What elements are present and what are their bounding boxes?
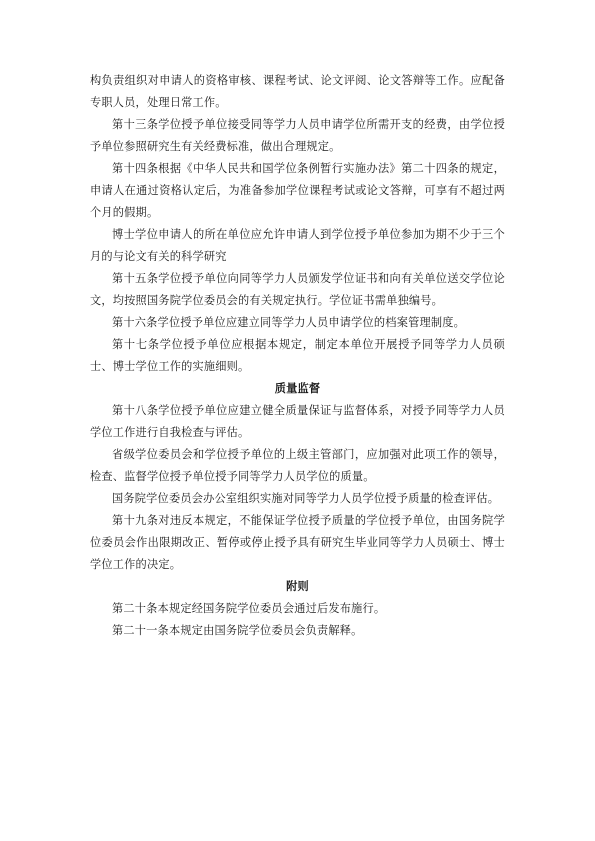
paragraph-doctoral-research: 博士学位申请人的所在单位应允许申请人到学位授予单位参加为期不少于三个月的与论文有关的科学研究: [90, 228, 505, 263]
section-part3: [90, 598, 505, 642]
paragraph-article-18: 第十八条学位授予单位应建立健全质量保证与监督体系，对授予同等学力人员学位工作进行自我检查与评估。: [90, 404, 505, 439]
paragraph-article-17: 第十七条学位授予单位应根据本规定，制定本单位开展授予同等学力人员硕士、博士学位工作的实施细则。: [90, 338, 505, 373]
paragraph-office-evaluation: 国务院学位委员会办公室组织实施对同等学力人员学位授予质量的检查评估。: [112, 492, 500, 505]
paragraph-article-19: 第十九条对违反本规定，不能保证学位授予质量的学位授予单位，由国务院学位委员会作出限期改正、暂停或停止授予具有研究生毕业同等学力人员硕士、博士学位工作的决定。: [90, 514, 505, 571]
paragraph: 构负责组织对申请人的资格审核、课程考试、论文评阅、论文答辩等工作。应配备专职人员，处理日常工作。: [90, 74, 505, 109]
paragraph-article-21: 第二十一条本规定由国务院学位委员会负责解释。: [112, 624, 363, 637]
document-page: [90, 70, 505, 642]
paragraph-article-14: 第十四条根据《中华人民共和国学位条例暂行实施办法》第二十四条的规定，申请人在通过资格认定后，为准备参加学位课程考试或论文答辩，可享有不超过两个月的假期。: [90, 162, 505, 219]
paragraph-article-13: 第十三条学位授予单位接受同等学力人员申请学位所需开支的经费，由学位授予单位参照研究生有关经费标准，做出合理规定。: [90, 118, 505, 153]
section-heading-quality: 质量监督: [274, 382, 321, 395]
paragraph-article-15: 第十五条学位授予单位向同等学力人员颁发学位证书和向有关单位送交学位论文，均按照国务院学位委员会的有关规定执行。学位证书需单独编号。: [90, 272, 505, 307]
paragraph-article-16: 第十六条学位授予单位应建立同等学力人员申请学位的档案管理制度。: [112, 316, 466, 329]
section-part1: [90, 70, 505, 378]
paragraph-provincial-supervision: 省级学位委员会和学位授予单位的上级主管部门，应加强对此项工作的领导，检查、监督学位授予单位授予同等学力人员学位的质量。: [90, 448, 505, 483]
section-heading-appendix: 附则: [286, 580, 309, 593]
section-part2: [90, 400, 505, 576]
paragraph-article-20: 第二十条本规定经国务院学位委员会通过后发布施行。: [112, 602, 386, 615]
